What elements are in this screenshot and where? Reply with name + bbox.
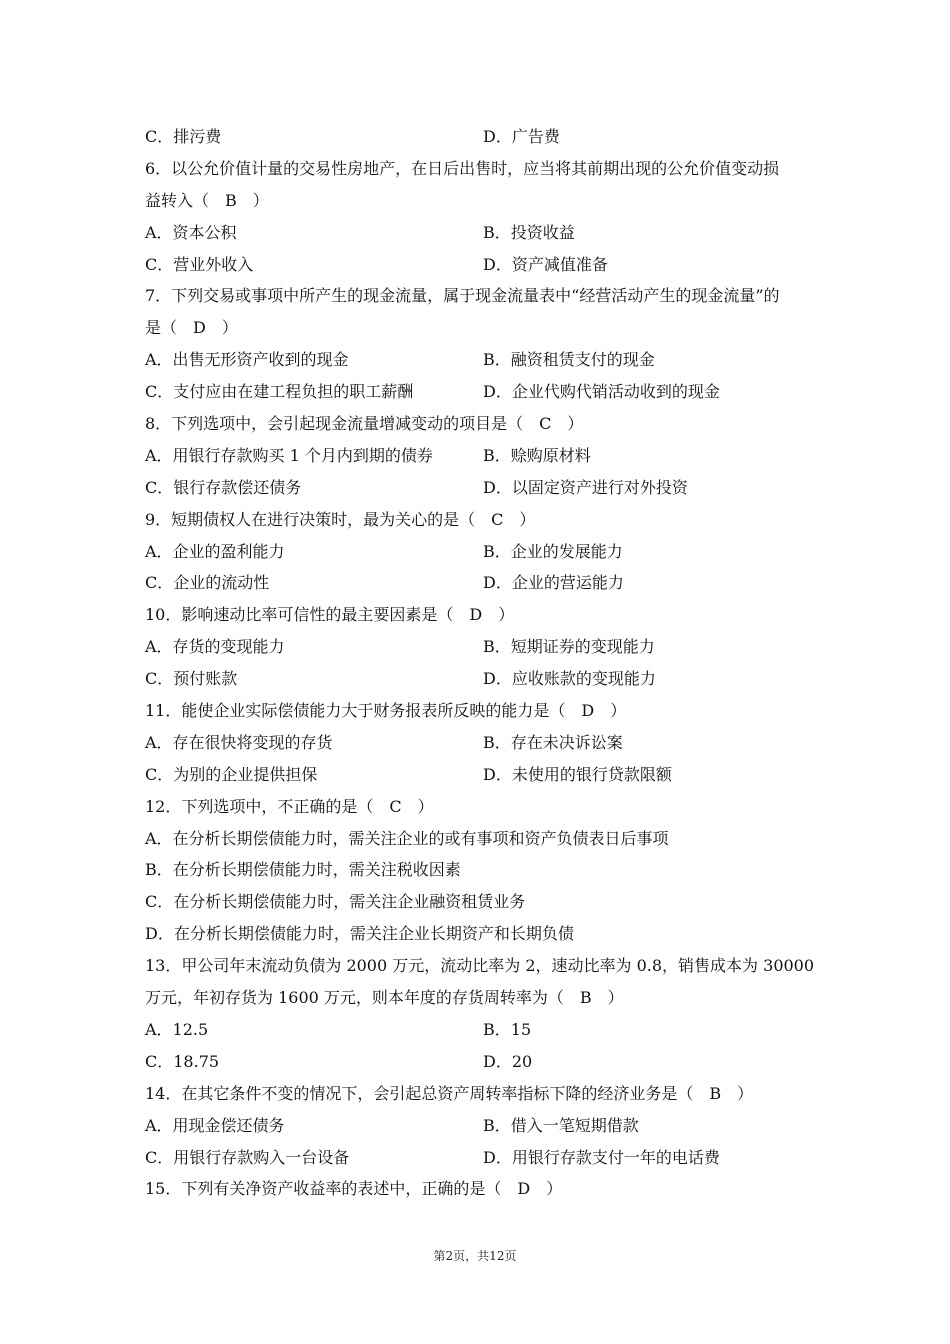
text-line: 14．在其它条件不变的情况下，会引起总资产周转率指标下降的经济业务是（ B ） bbox=[145, 1083, 754, 1103]
option-right: D．应收账款的变现能力 bbox=[483, 669, 656, 689]
option-right: D．用银行存款支付一年的电话费 bbox=[483, 1147, 720, 1167]
option-right: D．20 bbox=[483, 1051, 533, 1071]
option-right: D．企业的营运能力 bbox=[483, 573, 624, 593]
option-row bbox=[145, 217, 810, 249]
option-right: D．以固定资产进行对外投资 bbox=[483, 477, 688, 497]
option-left: C．预付账款 bbox=[145, 669, 238, 689]
option-row bbox=[145, 472, 810, 504]
text-line: 9．短期债权人在进行决策时，最为关心的是（ C ） bbox=[145, 509, 536, 529]
text-line: 15．下列有关净资产收益率的表述中，正确的是（ D ） bbox=[145, 1179, 563, 1199]
document-body bbox=[145, 121, 815, 1205]
option-row bbox=[145, 249, 810, 281]
text-line: 万元，年初存货为 1600 万元，则本年度的存货周转率为（ B ） bbox=[145, 988, 624, 1008]
option-row bbox=[145, 1110, 810, 1142]
text-line: 11．能使企业实际偿债能力大于财务报表所反映的能力是（ D ） bbox=[145, 701, 627, 721]
option-left: A．用银行存款购买 1 个月内到期的债券 bbox=[145, 445, 433, 465]
option-right: B．赊购原材料 bbox=[483, 445, 591, 465]
option-row bbox=[145, 536, 810, 568]
text-line: 12．下列选项中，不正确的是（ C ） bbox=[145, 796, 434, 816]
option-row bbox=[145, 727, 810, 759]
option-left: C．排污费 bbox=[145, 127, 222, 146]
option-right: B．投资收益 bbox=[483, 222, 575, 242]
text-line: 8．下列选项中，会引起现金流量增减变动的项目是（ C ） bbox=[145, 414, 584, 434]
text-line: 6．以公允价值计量的交易性房地产，在日后出售时，应当将其前期出现的公允价值变动损 bbox=[145, 158, 780, 178]
option-row bbox=[145, 344, 810, 376]
option-row bbox=[145, 121, 810, 153]
option-left: C．企业的流动性 bbox=[145, 573, 270, 593]
option-left: C．为别的企业提供担保 bbox=[145, 764, 318, 784]
option-row bbox=[145, 567, 810, 599]
option-right: B．企业的发展能力 bbox=[483, 541, 623, 561]
page-footer: 第2页，共12页 bbox=[433, 1249, 517, 1263]
option-row bbox=[145, 440, 810, 472]
option-left: C．营业外收入 bbox=[145, 254, 254, 274]
text-line: 10．影响速动比率可信性的最主要因素是（ D ） bbox=[145, 605, 515, 625]
option-row bbox=[145, 376, 810, 408]
option-right: B．存在未决诉讼案 bbox=[483, 732, 623, 752]
option-left: A．资本公积 bbox=[145, 222, 237, 242]
option-left: A．存在很快将变现的存货 bbox=[145, 732, 333, 752]
option-right: D．未使用的银行贷款限额 bbox=[483, 764, 672, 784]
option-left: A．存货的变现能力 bbox=[145, 637, 285, 657]
option-row bbox=[145, 759, 810, 791]
text-line: B．在分析长期偿债能力时，需关注税收因素 bbox=[145, 860, 461, 880]
option-row bbox=[145, 663, 810, 695]
option-right: B．融资租赁支付的现金 bbox=[483, 350, 655, 370]
option-row bbox=[145, 1046, 810, 1078]
text-line: C．在分析长期偿债能力时，需关注企业融资租赁业务 bbox=[145, 892, 526, 912]
text-line: 13．甲公司年末流动负债为 2000 万元，流动比率为 2，速动比率为 0.8，销售成本为 30000 bbox=[145, 956, 815, 976]
option-left: A．12.5 bbox=[145, 1019, 209, 1039]
option-left: A．用现金偿还债务 bbox=[145, 1115, 285, 1135]
text-line: 7．下列交易或事项中所产生的现金流量，属于现金流量表中“经营活动产生的现金流量”的 bbox=[145, 286, 780, 306]
option-right: B．借入一笔短期借款 bbox=[483, 1115, 639, 1135]
option-right: B．15 bbox=[483, 1019, 532, 1039]
option-row bbox=[145, 631, 810, 663]
option-left: C．支付应由在建工程负担的职工薪酬 bbox=[145, 382, 414, 402]
option-left: C．18.75 bbox=[145, 1051, 220, 1071]
option-left: C．用银行存款购入一台设备 bbox=[145, 1147, 350, 1167]
option-row bbox=[145, 1014, 810, 1046]
option-row bbox=[145, 1142, 810, 1174]
text-line: 是（ D ） bbox=[145, 318, 238, 338]
option-right: D．资产减值准备 bbox=[483, 254, 608, 274]
option-left: C．银行存款偿还债务 bbox=[145, 477, 302, 497]
option-right: B．短期证券的变现能力 bbox=[483, 637, 655, 657]
option-right: D．广告费 bbox=[483, 127, 560, 146]
text-line: A．在分析长期偿债能力时，需关注企业的或有事项和资产负债表日后事项 bbox=[145, 828, 669, 848]
option-left: A．企业的盈利能力 bbox=[145, 541, 285, 561]
option-right: D．企业代购代销活动收到的现金 bbox=[483, 382, 720, 402]
text-line: D．在分析长期偿债能力时，需关注企业长期资产和长期负债 bbox=[145, 924, 574, 944]
option-left: A．出售无形资产收到的现金 bbox=[145, 350, 349, 370]
text-line: 益转入（ B ） bbox=[145, 190, 269, 210]
